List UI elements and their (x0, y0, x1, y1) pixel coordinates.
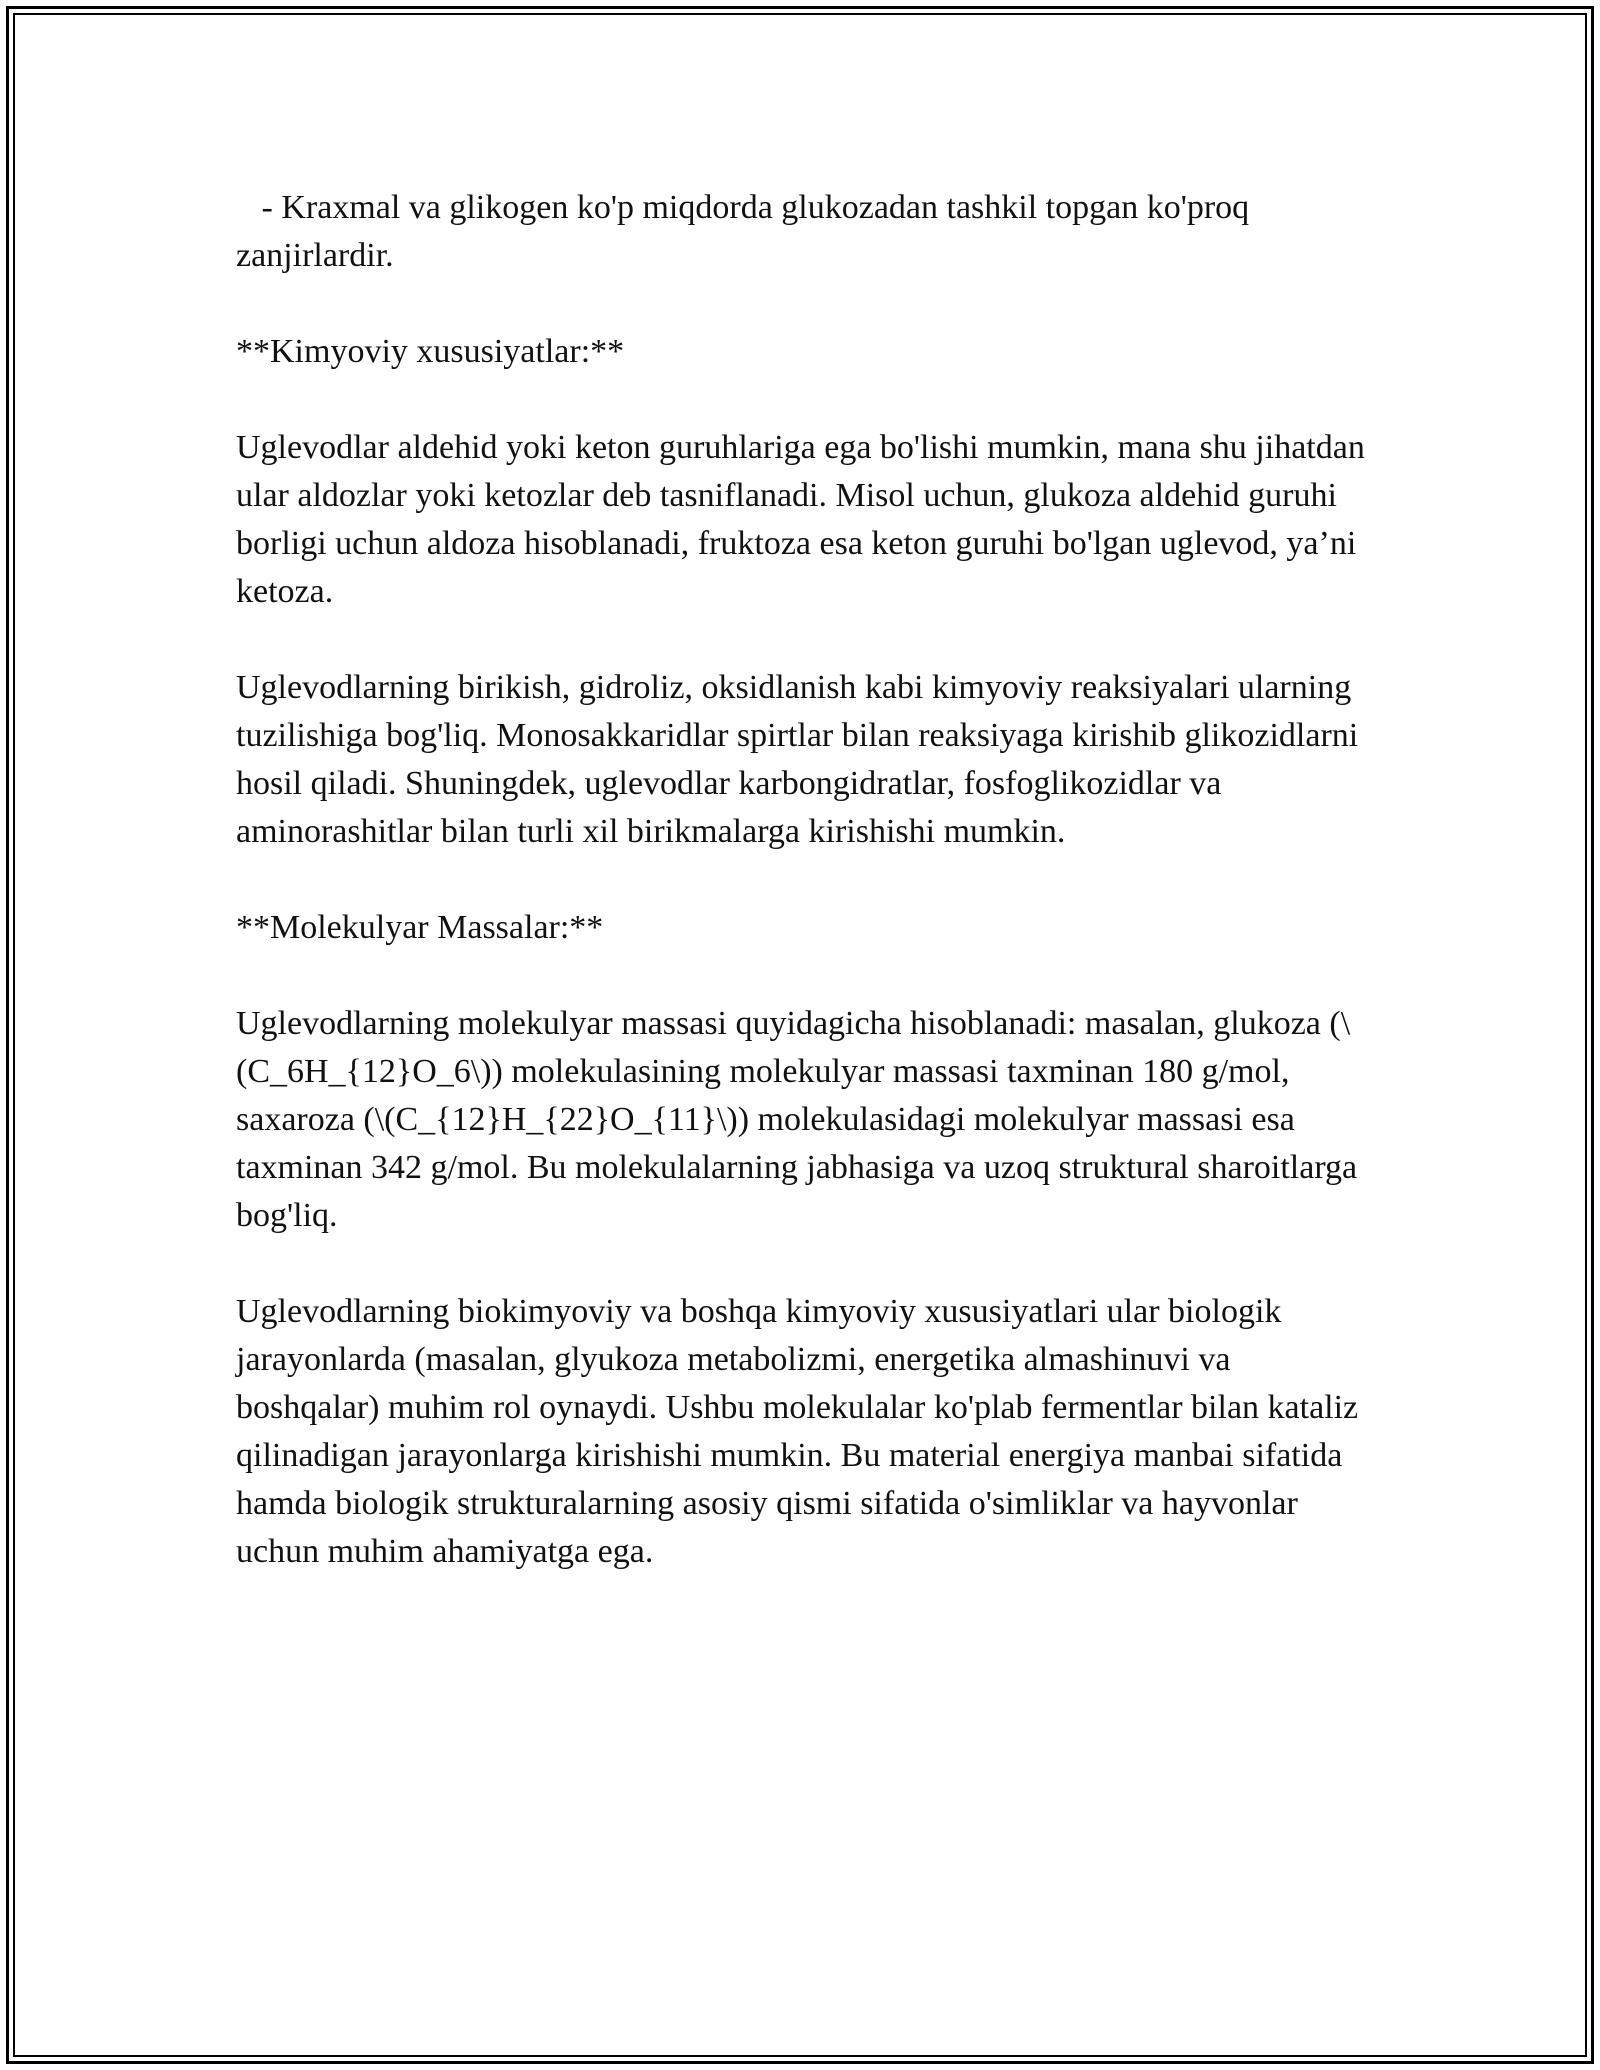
heading-chemical-properties: **Kimyoviy xususiyatlar:** (236, 333, 625, 370)
paragraph-starch-glycogen: - Kraxmal va glikogen ko'p miqdorda glukozadan tashkil topgan ko'proq zanjirlardir. (236, 189, 1258, 274)
heading-molecular-masses: **Molekulyar Massalar:** (236, 909, 604, 946)
paragraph-aldoses-ketoses: Uglevodlar aldehid yoki keton guruhlariga ega bo'lishi mumkin, mana shu jihatdan ular aldozlar yoki ketozlar deb tasniflanadi. Misol uchun, glukoza aldehid guruhi borligi uchun aldoza hisoblanadi, fruktoza esa keton guruhi bo'lgan uglevod, ya’ni ketoza. (236, 429, 1374, 610)
paragraph-molecular-mass: Uglevodlarning molekulyar massasi quyidagicha hisoblanadi: masalan, glukoza (\(C_6H_{12}O_6\)) molekulasining molekulyar massasi taxminan 180 g/mol, saxaroza (\(C_{12}H_{22}O_{11}\)) molekulasidagi molekulyar massasi esa taxminan 342 g/mol. Bu molekulalarning jabhasiga va uzoq struktural sharoitlarga bog'liq. (236, 1005, 1366, 1234)
paragraph-chemical-reactions: Uglevodlarning birikish, gidroliz, oksidlanish kabi kimyoviy reaksiyalari ularning tuzilishiga bog'liq. Monosakkaridlar spirtlar bilan reaksiyaga kirishib glikozidlarni hosil qiladi. Shuningdek, uglevodlar karbongidratlar, fosfoglikozidlar va aminorashitlar bilan turli xil birikmalarga kirishishi mumkin. (236, 669, 1367, 850)
paragraph-biochemical-role: Uglevodlarning biokimyoviy va boshqa kimyoviy xususiyatlari ular biologik jarayonlarda (masalan, glyukoza metabolizmi, energetika almashinuvi va boshqalar) muhim rol oynaydi. Ushbu molekulalar ko'plab fermentlar bilan kataliz qilinadigan jarayonlarga kirishishi mumkin. Bu material energiya manbai sifatida hamda biologik strukturalarning asosiy qismi sifatida o'simliklar va hayvonlar uchun muhim ahamiyatga ega. (236, 1293, 1367, 1570)
document-body (236, 184, 1374, 1576)
